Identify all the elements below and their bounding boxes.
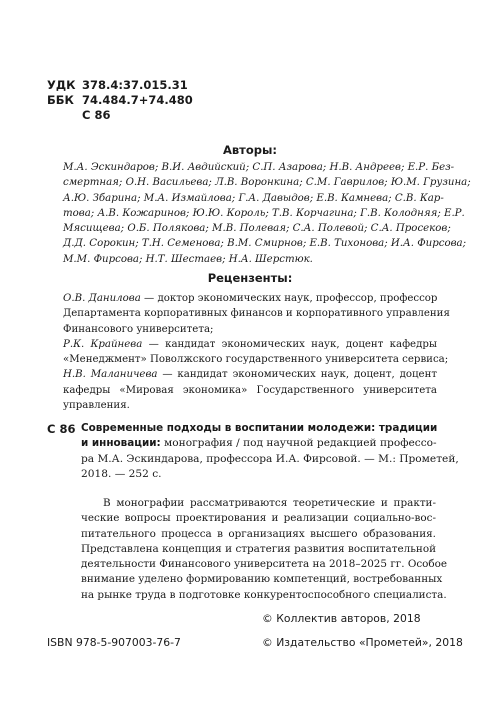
authors-line: А.Ю. Збарина; М.А. Измайлова; Г.А. Давыдов; Е.В. Камнева; С.В. Кар-: [63, 192, 444, 204]
bbk-row: [47, 93, 193, 108]
authors-line: това; А.В. Кожаринов; Ю.Ю. Король; Т.В. Корчагина; Г.В. Колодняя; Е.Р.: [63, 207, 465, 219]
copyright-publisher: © Издательство «Прометей», 2018: [262, 636, 463, 649]
authors-heading: Авторы:: [223, 143, 277, 157]
bbk-label: ББК: [47, 93, 74, 107]
reviewer-name: Н.В. Маланичева: [63, 369, 158, 381]
reviewer-2: Р.К. Крайнева — кандидат экономических наук, доцент кафедры: [63, 338, 437, 350]
udk-value: 378.4:37.015.31: [82, 78, 188, 92]
reviewer-3: Н.В. Маланичева — кандидат экономических наук, доцент, доцент: [63, 369, 437, 381]
abstract-line: на рынке труда в подготовке конкурентоспособного специалиста.: [81, 588, 447, 601]
bib-line: и инновации: монография / под научной редакцией профессо-: [81, 437, 437, 450]
authors-list: [63, 160, 471, 267]
reviewer-line: «Менеджмент» Поволжского государственного университета сервиса;: [63, 354, 449, 366]
abstract-line: Представлена концепция и стратегия развития воспитательной: [81, 542, 436, 555]
classification-codes: [47, 78, 193, 123]
authors-line: М.А. Эскиндаров; В.И. Авдийский; С.П. Азарова; Н.В. Андреев; Е.Р. Без-: [63, 162, 455, 173]
bib-title-end: и инновации:: [81, 437, 161, 450]
abstract-line: деятельности Финансового университета на 2018–2025 гг. Особое: [81, 558, 448, 571]
cutter-code: С 86: [82, 108, 111, 122]
bib-title-line: Современные подходы в воспитании молодежи: традиции: [81, 422, 438, 434]
authors-line: М.М. Фирсова; Н.Т. Шестаев; Н.А. Шерстюк.: [63, 253, 313, 265]
reviewer-1: О.В. Данилова — доктор экономических наук, профессор, профессор: [63, 293, 438, 304]
bbk-value: 74.484.7+74.480: [82, 93, 193, 107]
authors-line: Д.Д. Сорокин; Т.Н. Семенова; В.М. Смирнов; Е.В. Тихонова; И.А. Фирсова;: [63, 238, 467, 250]
abstract-line: внимание уделено формированию компетенций, востребованных: [81, 573, 443, 586]
abstract-line: В монографии рассматриваются теоретические и практи-: [103, 497, 436, 509]
bibliographic-record: [81, 421, 459, 482]
reviewer-name: О.В. Данилова: [63, 293, 141, 304]
copyright-authors: © Коллектив авторов, 2018: [262, 612, 421, 625]
cutter-row: [47, 108, 193, 123]
reviewer-line: Финансового университета;: [63, 323, 214, 335]
reviewers-heading: Рецензенты:: [207, 271, 293, 285]
authors-line: смертная; О.Н. Васильева; Л.В. Воронкина; С.М. Гаврилов; Ю.М. Грузина;: [63, 177, 471, 189]
abstract-line: питательного процесса в организациях высшего образования.: [81, 527, 436, 540]
reviewer-line: управления.: [63, 400, 130, 412]
abstract: [81, 496, 448, 603]
abstract-line: ческие вопросы проектирования и реализации социально-вос-: [81, 512, 436, 525]
reviewer-name: Р.К. Крайнева: [63, 338, 143, 350]
reviewer-line: кафедры «Мировая экономика» Государственного университета: [63, 384, 437, 396]
bib-line: ра М.А. Эскиндарова, профессора И.А. Фирсовой. — М.: Прометей,: [81, 452, 459, 465]
reviewers-list: [63, 291, 450, 413]
isbn: ISBN 978-5-907003-76-7: [47, 636, 181, 649]
bib-cutter-code: С 86: [47, 422, 76, 436]
udk-row: [47, 78, 193, 93]
udk-label: УДК: [47, 78, 76, 92]
authors-line: Мясищева; О.Б. Полякова; М.В. Полевая; С.А. Полевой; С.А. Просеков;: [63, 223, 451, 235]
reviewer-line: Департамента корпоративных финансов и корпоративного управления: [63, 308, 450, 320]
bib-line: 2018. — 252 с.: [81, 467, 162, 480]
